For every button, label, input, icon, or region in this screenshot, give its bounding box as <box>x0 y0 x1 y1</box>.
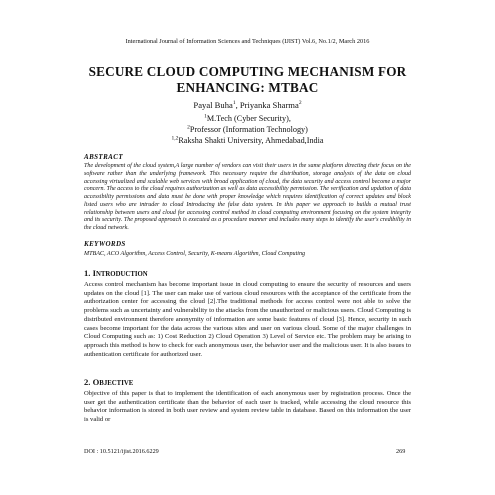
abstract-heading: ABSTRACT <box>84 153 123 161</box>
keywords-heading: KEYWORDS <box>84 240 126 248</box>
title-line-2: ENHANCING: MTBAC <box>176 80 319 95</box>
journal-header: International Journal of Information Sciences and Techniques (IJIST) Vol.6, No.1/2, March 2016 <box>125 38 370 45</box>
affiliation-2-sup: 2 <box>187 124 190 131</box>
section-1-rest: NTRODUCTION <box>95 271 148 278</box>
doi-footer: DOI : 10.5121/ijist.2016.6229 <box>84 448 159 455</box>
author-2: Priyanka Sharma <box>239 100 299 110</box>
author-separator: , <box>235 100 240 110</box>
affiliation-3-sup: 1,2 <box>171 135 179 142</box>
author-1-sup: 1 <box>232 100 236 107</box>
paper-title <box>60 64 435 96</box>
introduction-body: Access control mechanism has become important issue in cloud computing to ensure the security of resources and users updates on the cloud [1]. The user can make use of various cloud resources with the acceptance of the certificate from the authorization center for accessing the cloud [2].The traditional methods for access control were not able to solve the problems such as uncertainty and vulnerability to the attacks from the unauthorized or malicious users. Cloud Computing is distributed environment therefore anonymity of information are some basic features of cloud [3]. Hence, security in such cases become important for the data across the various sites and user on various cloud. Some of the major challenges in Cloud Computing such as: 1) Cost Reduction 2) Cloud Operation 3) Level of Service etc. The problem may be arising to approach this method is how to check for each anonymous user, the behavior user and the malicious user. It is also issues to authentication certificate for authorized user. <box>84 281 411 358</box>
objective-body: Objective of this paper is that to implement the identification of each anonymous user by registration process. Once the user get the authentication certificate than the behavior of each user is tracked, while accessing the cloud resource this behavior information is stored in both user review and system review table in database. Based on this information the user is valid or <box>84 390 411 424</box>
keywords-list: MTBAC, ACO Algorithm, Access Control, Security, K-means Algorithm, Cloud Computing <box>84 251 306 257</box>
affiliation-3 <box>0 136 495 145</box>
abstract-body: The development of the cloud system,A large number of vendors can visit their users in the same platform directing their focus on the software rather than the underlying framework. This necessary require the distribution, storage analysis of the data on cloud accessing virtualized and scalable web services with broad application of cloud, the data security and access control become a major concern. The access to the cloud requires authorization as well as data accessibility permission. The verification and updation of data accessibility permissions and data must be done with proper knowledge which requires identification of correct updates and block listed users who are intruder to cloud Introducing the false data system. In this paper we approach to builds a mutual trust relationship between users and cloud for accessing control method in cloud computing environment focusing on the system integrity and its security. The proposed approach is executed as a procedure manner and includes many steps to identify the user's credibility in the cloud network. <box>84 163 411 231</box>
author-2-sup: 2 <box>298 100 302 107</box>
title-line-1: SECURE CLOUD COMPUTING MECHANISM FOR <box>88 64 407 79</box>
author-line <box>0 100 495 110</box>
affiliation-3-text: Raksha Shakti University, Ahmedabad,India <box>178 136 324 145</box>
section-1-number: 1. <box>84 268 93 278</box>
section-heading-introduction <box>84 268 148 278</box>
affiliation-1 <box>0 114 495 123</box>
section-1-initial: I <box>92 268 96 278</box>
section-2-initial: O <box>92 377 100 387</box>
affiliation-1-sup: 1 <box>204 113 207 120</box>
affiliation-2-text: Professor (Information Technology) <box>189 125 308 134</box>
author-1: Payal Buha <box>193 100 233 110</box>
page-number: 269 <box>396 448 406 455</box>
section-2-rest: BJECTIVE <box>99 380 134 387</box>
affiliation-2 <box>0 125 495 134</box>
affiliation-1-text: M.Tech (Cyber Security), <box>206 114 291 123</box>
section-2-number: 2. <box>84 377 93 387</box>
section-heading-objective <box>84 377 133 387</box>
